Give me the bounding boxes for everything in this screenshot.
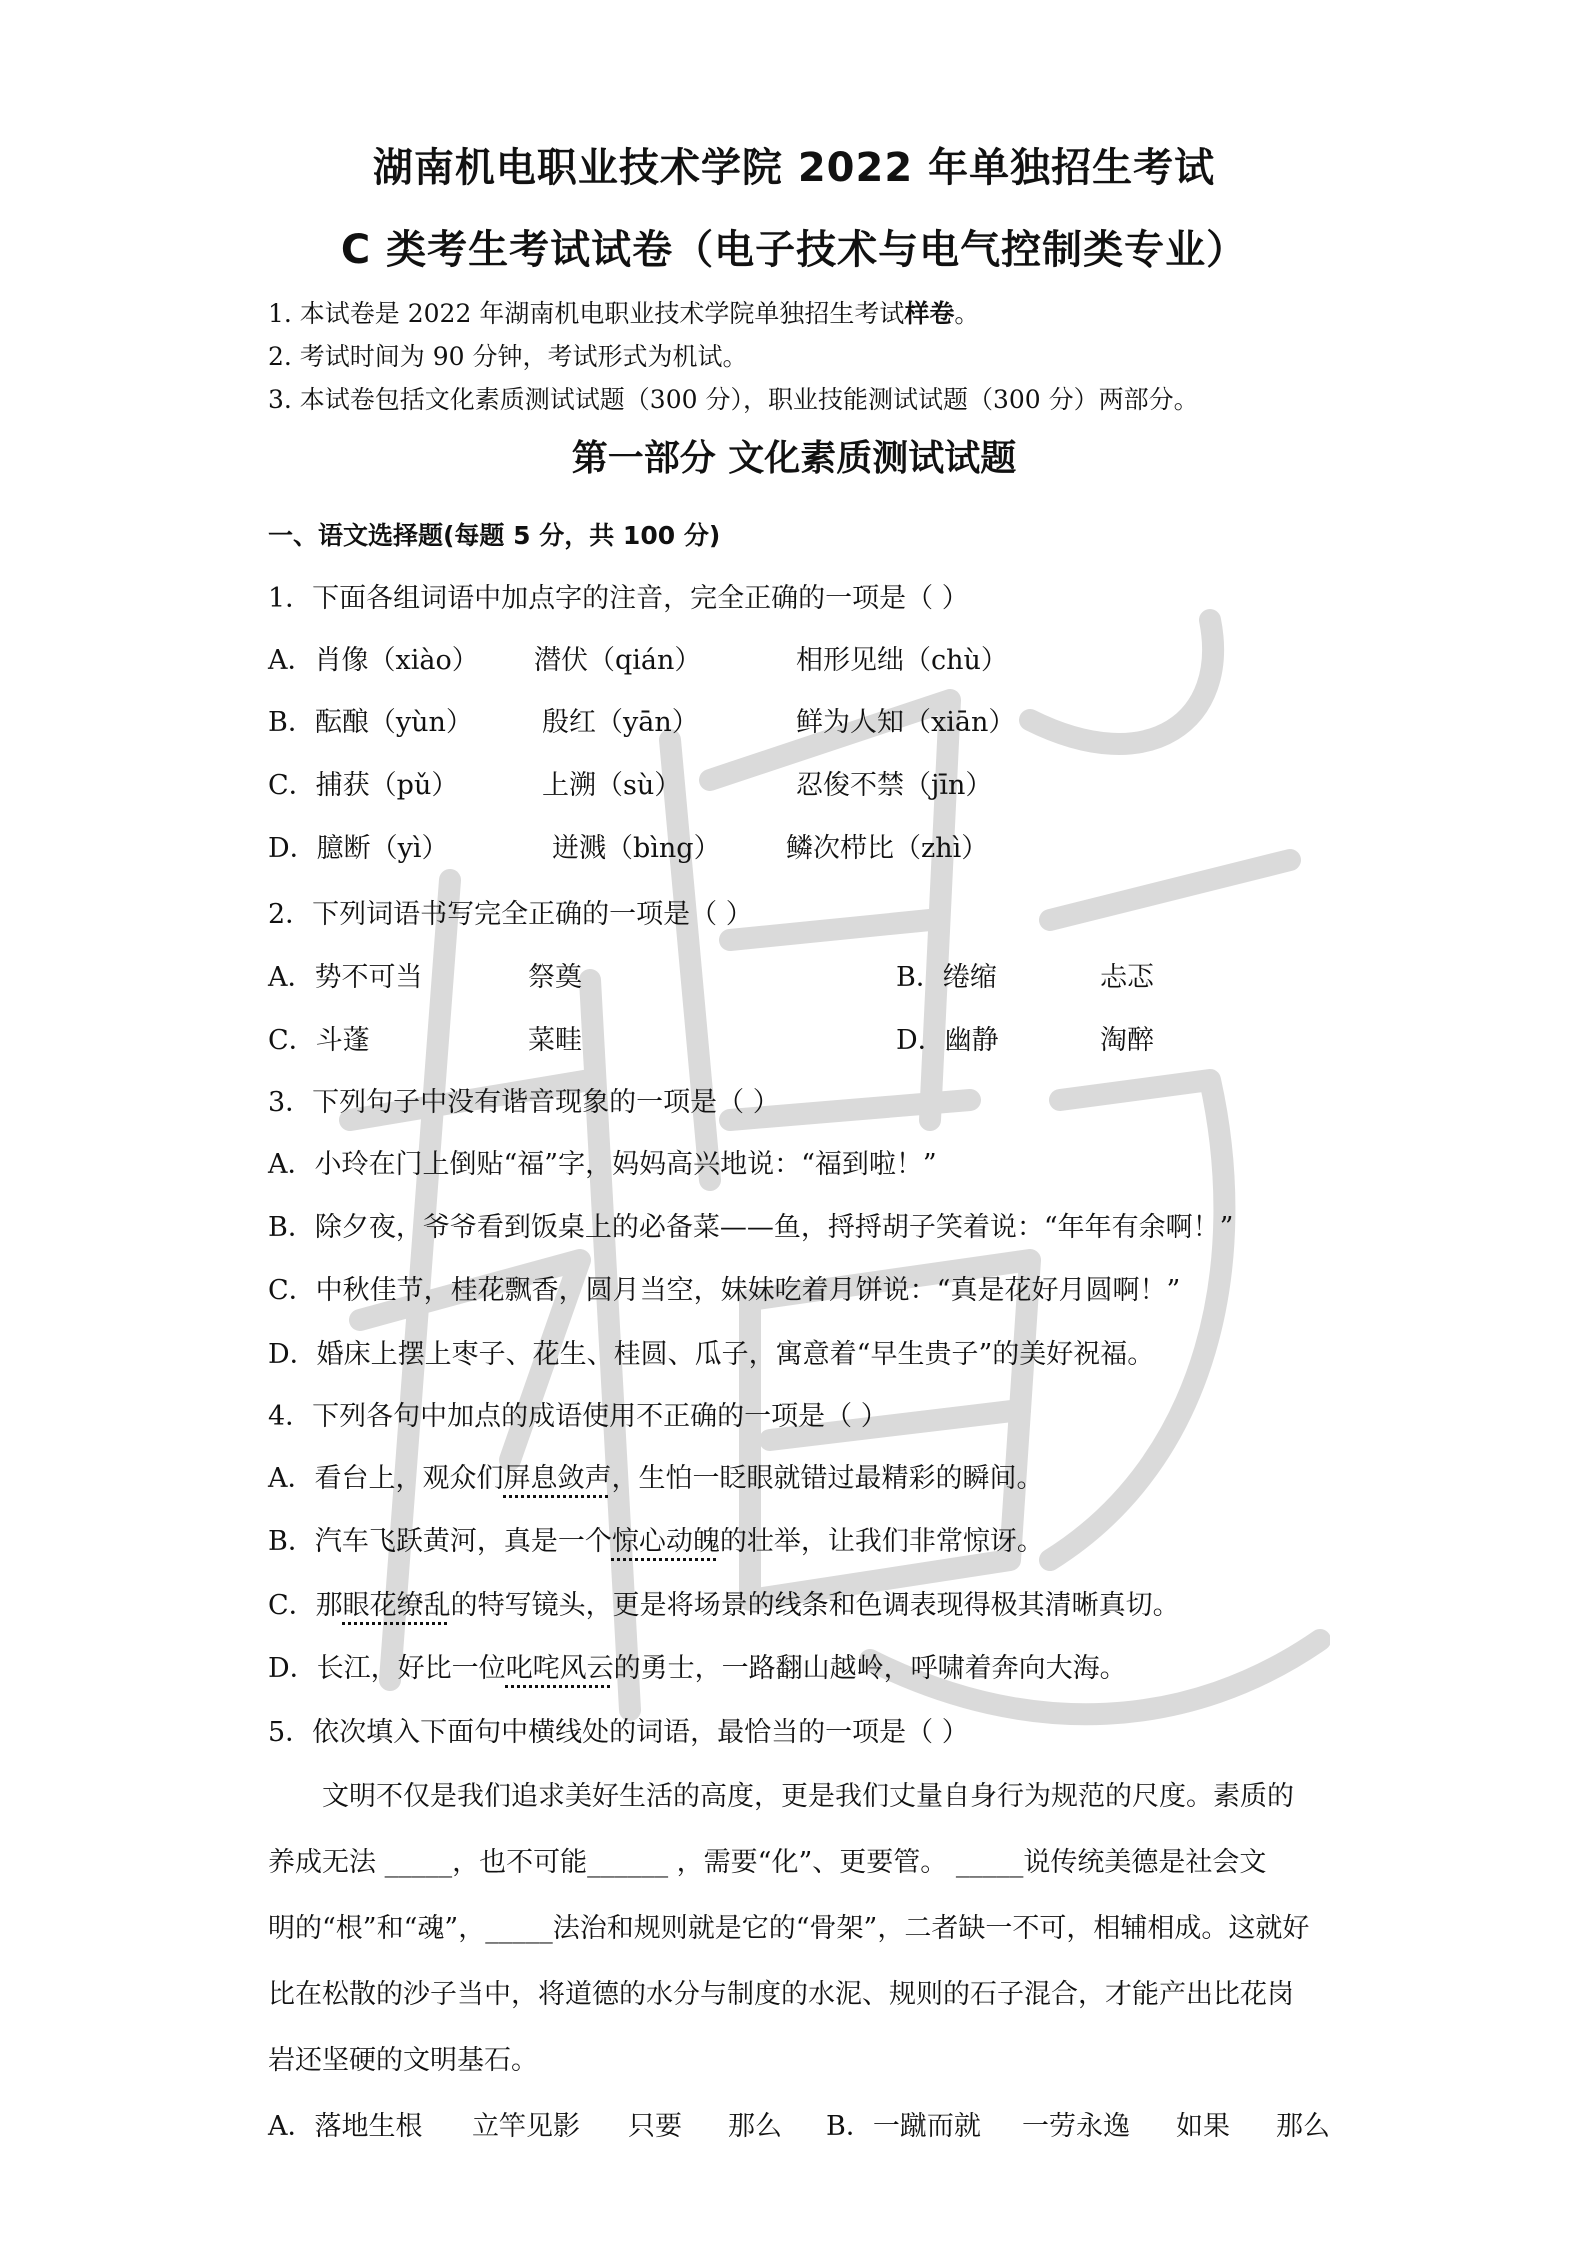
q3-option-c: C．中秋佳节，桂花飘香，圆月当空，妹妹吃着月饼说：“真是花好月圆啊！” [268,1275,1181,1306]
q1-option-d-3: 鳞次栉比（zhì） [786,833,989,864]
q4-option-a [268,1456,1044,1495]
q2-option-d-2: 淘醉 [1100,1025,1154,1056]
part-title: 第一部分 文化素质测试试题 [571,437,1017,479]
q2-option-b: B．绻缩 [896,962,997,993]
q5-option-b-3: 如果 [1176,2111,1230,2142]
q1-option-c-1: C．捕获（pǔ） [268,770,459,801]
q5-option-b-4: 那么 [1276,2111,1330,2142]
q4-stem: 4．下列各句中加点的成语使用不正确的一项是（ ） [268,1401,888,1432]
q2-option-c-2: 菜畦 [528,1025,582,1056]
q3-option-b: B．除夕夜，爷爷看到饭桌上的必备菜——鱼，捋捋胡子笑着说：“年年有余啊！” [268,1212,1234,1243]
q4-d-pre: D．长江，好比一位 [268,1653,506,1684]
q5-option-b-2: 一劳永逸 [1022,2111,1130,2142]
q5-passage-line-1: 文明不仅是我们追求美好生活的高度，更是我们丈量自身行为规范的尺度。素质的 [268,1781,1294,1812]
exam-title-line1: 湖南机电职业技术学院 2022 年单独招生考试 [372,145,1216,191]
q1-option-b-1: B．酝酿（yùn） [268,707,473,738]
note-1-bold: 样卷 [904,299,955,328]
note-1 [268,294,979,330]
q4-a-dotted-idiom: 屏息敛声 [503,1463,612,1494]
q4-option-c [268,1583,1180,1622]
q4-d-post: 的勇士，一路翻山越岭，呼啸着奔向大海。 [613,1653,1127,1684]
q2-stem: 2．下列词语书写完全正确的一项是（ ） [268,899,753,930]
q5-passage-line-5: 岩还坚硬的文明基石。 [268,2045,538,2076]
q1-option-d-2: 迸溅（bìng） [552,833,721,864]
exam-title-line2: C 类考生考试试卷（电子技术与电气控制类专业） [340,227,1248,273]
q4-b-post: 的壮举，让我们非常惊讶。 [719,1526,1044,1557]
q2-option-b-2: 忐忑 [1100,962,1154,993]
q1-option-a-2: 潜伏（qián） [534,645,702,676]
q4-c-post: 的特写镜头，更是将场景的线条和色调表现得极其清晰真切。 [450,1590,1180,1621]
q5-passage-line-4: 比在松散的沙子当中，将道德的水分与制度的水泥、规则的石子混合，才能产出比花岗 [268,1979,1294,2010]
q5-option-a-1: A．落地生根 [268,2111,423,2142]
q1-option-b-3: 鲜为人知（xiān） [796,707,1016,738]
q5-option-a-2: 立竿见影 [472,2111,580,2142]
note-1-suffix: 。 [954,299,980,328]
q5-option-a-3: 只要 [628,2111,682,2142]
q5-passage-line-2: 养成无法 _____，也不可能______ ，需要“化”、更要管。 _____说传统美德是社会文 [268,1847,1267,1878]
q5-stem: 5．依次填入下面句中横线处的词语，最恰当的一项是（ ） [268,1717,969,1748]
q1-option-a-1: A．肖像（xiào） [268,645,479,676]
q3-option-d: D．婚床上摆上枣子、花生、桂圆、瓜子，寓意着“早生贵子”的美好祝福。 [268,1339,1155,1370]
q2-option-c: C．斗蓬 [268,1025,370,1056]
q4-a-post: ，生怕一眨眼就错过最精彩的瞬间。 [611,1463,1044,1494]
q3-option-a: A．小玲在门上倒贴“福”字，妈妈高兴地说：“福到啦！” [268,1149,937,1180]
q4-a-pre: A．看台上，观众们 [268,1463,504,1494]
q4-b-pre: B．汽车飞跃黄河，真是一个 [268,1526,612,1557]
q5-passage-line-3: 明的“根”和“魂”，_____法治和规则就是它的“骨架”，二者缺一不可，相辅相成。这就好 [268,1913,1310,1944]
q1-option-b-2: 殷红（yān） [542,707,699,738]
q4-c-pre: C．那 [268,1590,343,1621]
q1-option-c-2: 上溯（sù） [542,770,682,801]
q1-option-d-1: D．臆断（yì） [268,833,449,864]
q2-option-a: A．势不可当 [268,962,423,993]
q1-stem: 1．下面各组词语中加点字的注音，完全正确的一项是（ ） [268,583,969,614]
q5-option-b-1: B．一蹴而就 [826,2111,981,2142]
note-3: 3. 本试卷包括文化素质测试试题（300 分），职业技能测试试题（300 分）两部分。 [268,385,1199,414]
q4-option-d [268,1646,1127,1685]
note-2: 2. 考试时间为 90 分钟，考试形式为机试。 [268,342,748,371]
q2-option-a-2: 祭奠 [528,962,582,993]
q1-option-a-3: 相形见绌（chù） [796,645,1008,676]
q5-option-a-4: 那么 [728,2111,782,2142]
q4-b-dotted-idiom: 惊心动魄 [611,1526,720,1557]
q4-d-dotted-idiom: 叱咤风云 [505,1653,614,1684]
q2-option-d: D．幽静 [896,1025,999,1056]
q4-option-b [268,1519,1044,1558]
q3-stem: 3．下列句子中没有谐音现象的一项是（ ） [268,1087,780,1118]
q1-option-c-3: 忍俊不禁（jīn） [796,770,993,801]
section-title: 一、语文选择题(每题 5 分，共 100 分) [268,521,721,550]
q4-c-dotted-idiom: 眼花缭乱 [342,1590,451,1621]
note-1-text: 1. 本试卷是 2022 年湖南机电职业技术学院单独招生考试 [268,299,905,328]
